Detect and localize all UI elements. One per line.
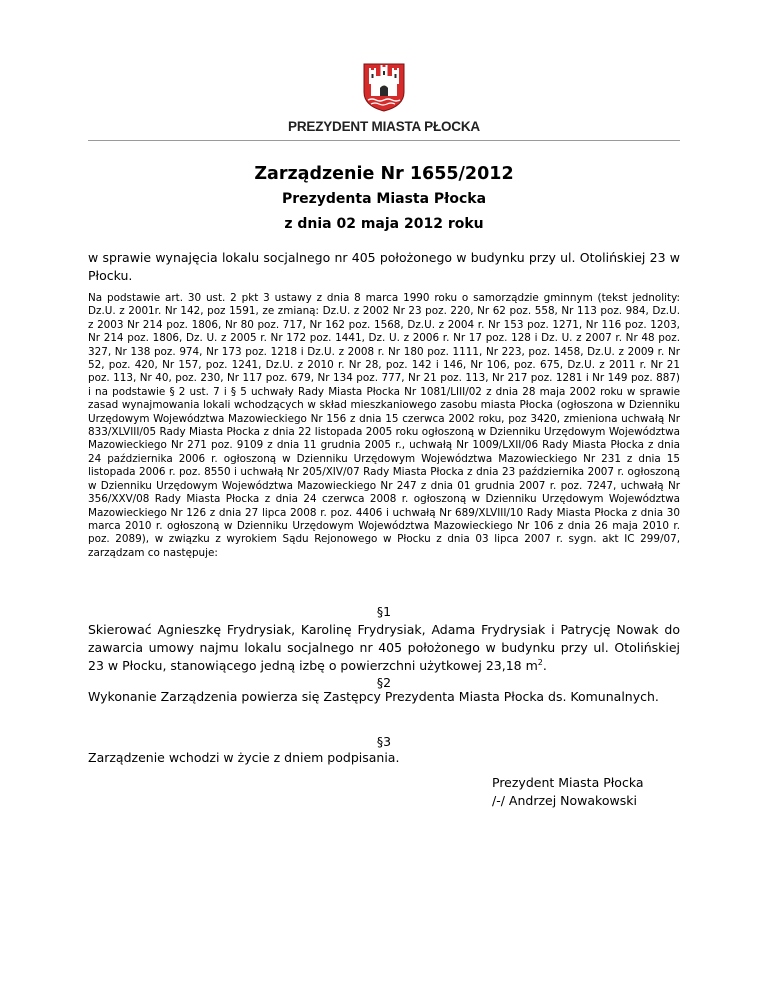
- section-heading-3: §3: [376, 734, 392, 749]
- signature-name: /-/ Andrzej Nowakowski: [492, 793, 637, 808]
- document-issuer: Prezydenta Miasta Płocka: [281, 191, 487, 207]
- document-title: Zarządzenie Nr 1655/2012: [254, 164, 514, 184]
- area-unit-superscript: 2: [537, 657, 543, 667]
- section-text-1: [88, 621, 680, 675]
- header-divider: [88, 140, 680, 141]
- legal-basis-paragraph: Na podstawie art. 30 ust. 2 pkt 3 ustawy z dnia 8 marca 1990 roku o samorządzie gminnym (tekst jednolity: Dz.U. z 2001r. Nr 142, poz 1591, ze zmianą: Dz.U. z 2002 Nr 23 poz. 220, Nr 62 poz. 558, Nr 113 poz. 984, Dz.U. z 2003 Nr 214 poz. 1806, Nr 80 poz. 717, Nr 162 poz. 1568, Dz.U. z 2004 r. Nr 153 poz. 1271, Nr 116 poz. 1203, Nr 214 poz. 1806, Dz. U. z 2005 r. Nr 172 poz. 1441, Dz. U. z 2006 r. Nr 17 poz. 128 i Dz. U. z 2007 r. Nr 48 poz. 327, Nr 138 poz. 974, Nr 173 poz. 1218 i Dz.U. z 2008 r. Nr 180 poz. 1111, Nr 223, poz. 1458, Dz.U. z 2009 r. Nr 52, poz. 420, Nr 157, poz. 1241, Dz.U. z 2010 r. Nr 28, poz. 142 i 146, Nr 106, poz. 675, Dz.U. z 2011 r. Nr 21 poz. 113, Nr 40, poz. 230, Nr 117 poz. 679, Nr 134 poz. 777, Nr 21 poz. 113, Nr 217 poz. 1281 i Nr 149 poz. 887) i na podstawie § 2 ust. 7 i § 5 uchwały Rady Miasta Płocka Nr 1081/LIII/02 z dnia 28 maja 2002 roku w sprawie zasad wynajmowania lokali wchodzących w skład mieszkaniowego zasobu miasta Płocka (ogłoszona w Dzienniku Urzędowym Województwa Mazowieckiego Nr 156 z dnia 15 czerwca 2002 roku, poz 3420, zmieniona uchwałą Nr 833/XLVIII/05 Rady Miasta Płocka z dnia 22 listopada 2005 roku ogłoszoną w Dzienniku Urzędowym Województwa Mazowieckiego Nr 271 poz. 9109 z dnia 11 grudnia 2005 r., uchwałą Nr 1009/LXII/06 Rady Miasta Płocka z dnia 24 października 2006 r. ogłoszoną w Dzienniku Urzędowym Województwa Mazowieckiego Nr 231 z dnia 15 listopada 2006 r. poz. 8550 i uchwałą Nr 205/XIV/07 Rady Miasta Płocka z dnia 23 października 2007 r. ogłoszoną w Dzienniku Urzędowym Województwa Mazowieckiego Nr 247 z dnia 01 grudnia 2007 r. poz. 7247, uchwałą Nr 356/XXV/08 Rady Miasta Płocka z dnia 24 czerwca 2008 r. ogłoszoną w Dzienniku Urzędowym Województwa Mazowieckiego Nr 126 z dnia 27 lipca 2008 r. poz. 4406 i uchwałą Nr 689/XLVIII/10 Rady Miasta Płocka z dnia 30 marca 2010 r. ogłoszoną w Dzienniku Urzędowym Województwa Mazowieckiego Nr 106 z dnia 26 maja 2010 r. poz. 2089), w związku z wyrokiem Sądu Rejonowego w Płocku z dnia 03 lipca 2007 r. sygn. akt IC 299/07, zarządzam co następuje:: [88, 292, 680, 559]
- document-subject: w sprawie wynajęcia lokalu socjalnego nr 405 położonego w budynku przy ul. Otolińskiej 23 w Płocku.: [88, 250, 680, 283]
- section-text-1-tail: .: [542, 658, 547, 673]
- plock-coat-of-arms-icon: [362, 62, 406, 112]
- section-text-3: Zarządzenie wchodzi w życie z dniem podpisania.: [88, 750, 400, 765]
- office-name: PREZYDENT MIASTA PŁOCKA: [288, 119, 480, 134]
- signature-title: Prezydent Miasta Płocka: [492, 775, 644, 790]
- section-heading-2: §2: [376, 675, 392, 690]
- section-heading-1: §1: [376, 604, 392, 619]
- section-text-1-body: Skierować Agnieszkę Frydrysiak, Karolinę Frydrysiak, Adama Frydrysiak i Patrycję Nowak do zawarcia umowy najmu lokalu socjalnego nr 405 położonego w budynku przy ul. Otolińskiej 23 w Płocku, stanowiącego jedną izbę o powierzchni użytkowej 23,18 m: [88, 622, 680, 673]
- section-text-2: Wykonanie Zarządzenia powierza się Zastępcy Prezydenta Miasta Płocka ds. Komunalnych.: [88, 689, 659, 704]
- document-date: z dnia 02 maja 2012 roku: [284, 216, 484, 232]
